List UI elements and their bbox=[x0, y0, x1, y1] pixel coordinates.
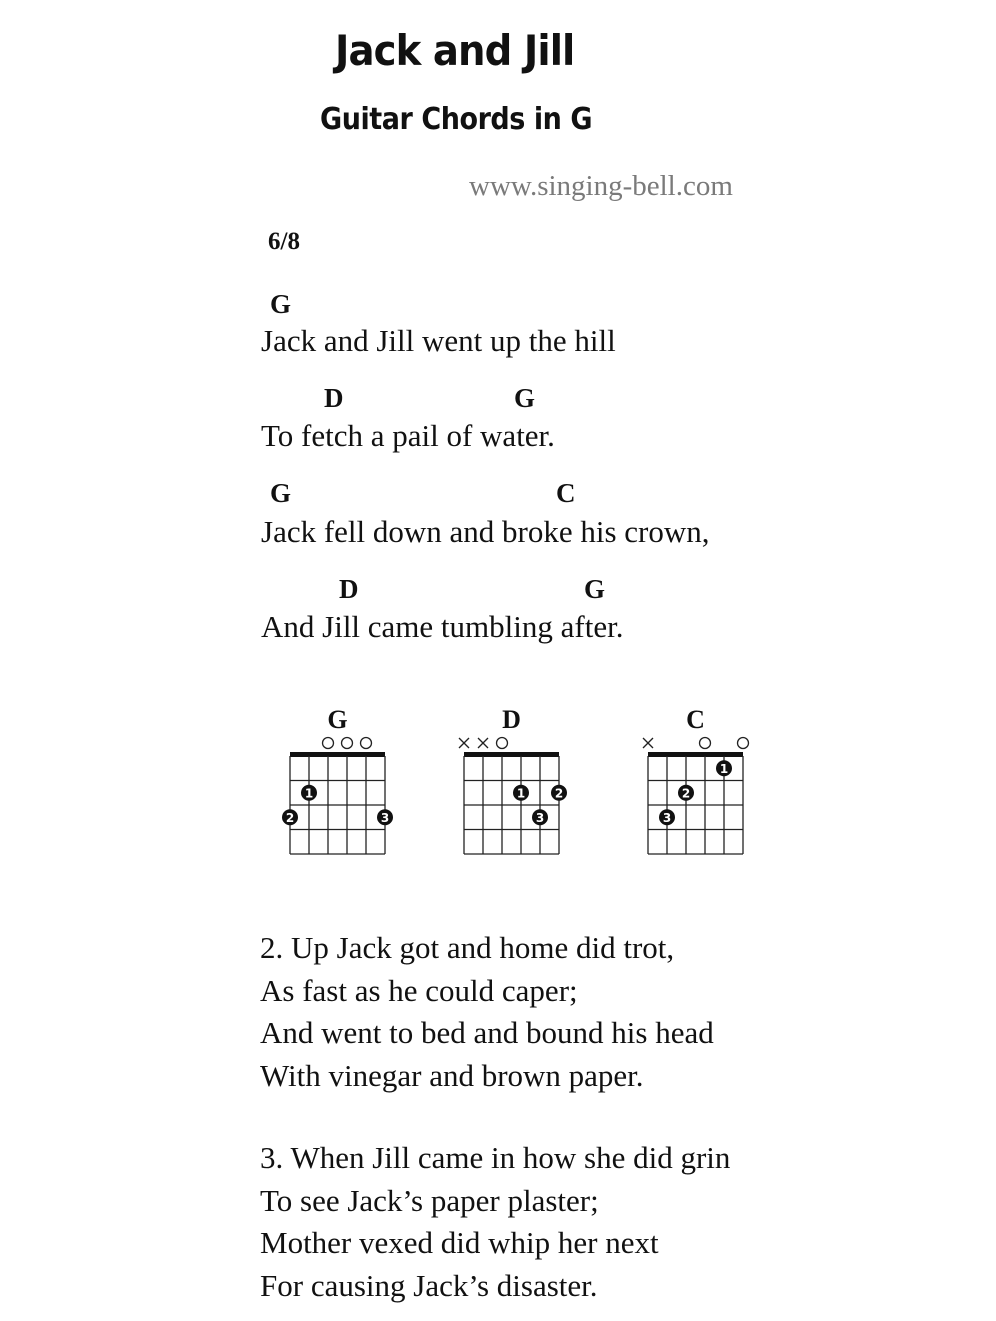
open-string-marker bbox=[323, 738, 334, 749]
open-string-marker bbox=[361, 738, 372, 749]
verse-line: For causing Jack’s disaster. bbox=[260, 1267, 598, 1303]
verse-line: 3. When Jill came in how she did grin bbox=[260, 1140, 731, 1175]
lyric-line: Jack and Jill went up the hill bbox=[261, 323, 616, 358]
finger-number: 1 bbox=[719, 761, 729, 776]
lyric-line: To fetch a pail of water. bbox=[261, 418, 555, 453]
chord-label: D bbox=[324, 383, 344, 413]
chord-label: G bbox=[270, 478, 292, 508]
finger-number: 3 bbox=[380, 810, 390, 825]
chord-label: G bbox=[584, 574, 606, 604]
finger-number: 3 bbox=[662, 810, 672, 825]
diagram-chord-name: C bbox=[686, 705, 705, 734]
verse-line: And went to bed and bound his head bbox=[260, 1015, 714, 1050]
diagram-chord-name: D bbox=[502, 705, 521, 734]
open-string-marker bbox=[342, 738, 353, 749]
verse-line: To see Jack’s paper plaster; bbox=[260, 1182, 599, 1218]
chord-label: C bbox=[556, 478, 576, 508]
finger-number: 2 bbox=[554, 786, 564, 801]
open-string-marker bbox=[700, 738, 711, 749]
diagram-nut bbox=[290, 752, 385, 757]
diagram-nut bbox=[464, 752, 559, 757]
finger-number: 3 bbox=[535, 810, 545, 825]
lyric-line: And Jill came tumbling after. bbox=[261, 609, 624, 644]
diagram-chord-name: G bbox=[327, 705, 348, 734]
diagram-nut bbox=[648, 752, 743, 757]
verse-line: 2. Up Jack got and home did trot, bbox=[260, 930, 675, 965]
verse-2 bbox=[260, 927, 714, 1097]
page-subtitle: Guitar Chords in G bbox=[320, 102, 593, 137]
chord-label: G bbox=[514, 383, 536, 413]
time-signature: 6/8 bbox=[268, 228, 300, 255]
verse-line: As fast as he could caper; bbox=[260, 972, 578, 1008]
verse-line: Mother vexed did whip her next bbox=[260, 1225, 659, 1260]
open-string-marker bbox=[738, 738, 749, 749]
lyric-line: Jack fell down and broke his crown, bbox=[261, 514, 710, 549]
chord-label: G bbox=[270, 289, 292, 319]
website-link[interactable]: www.singing-bell.com bbox=[469, 170, 733, 202]
open-string-marker bbox=[497, 738, 508, 749]
chord-diagrams bbox=[270, 700, 770, 870]
verse-line: With vinegar and brown paper. bbox=[260, 1057, 644, 1093]
page-title: Jack and Jill bbox=[335, 26, 575, 75]
finger-number: 2 bbox=[285, 810, 295, 825]
verse-3 bbox=[260, 1137, 730, 1307]
chord-label: D bbox=[339, 574, 359, 604]
finger-number: 1 bbox=[304, 786, 314, 801]
finger-number: 1 bbox=[516, 786, 526, 801]
finger-number: 2 bbox=[681, 786, 691, 801]
